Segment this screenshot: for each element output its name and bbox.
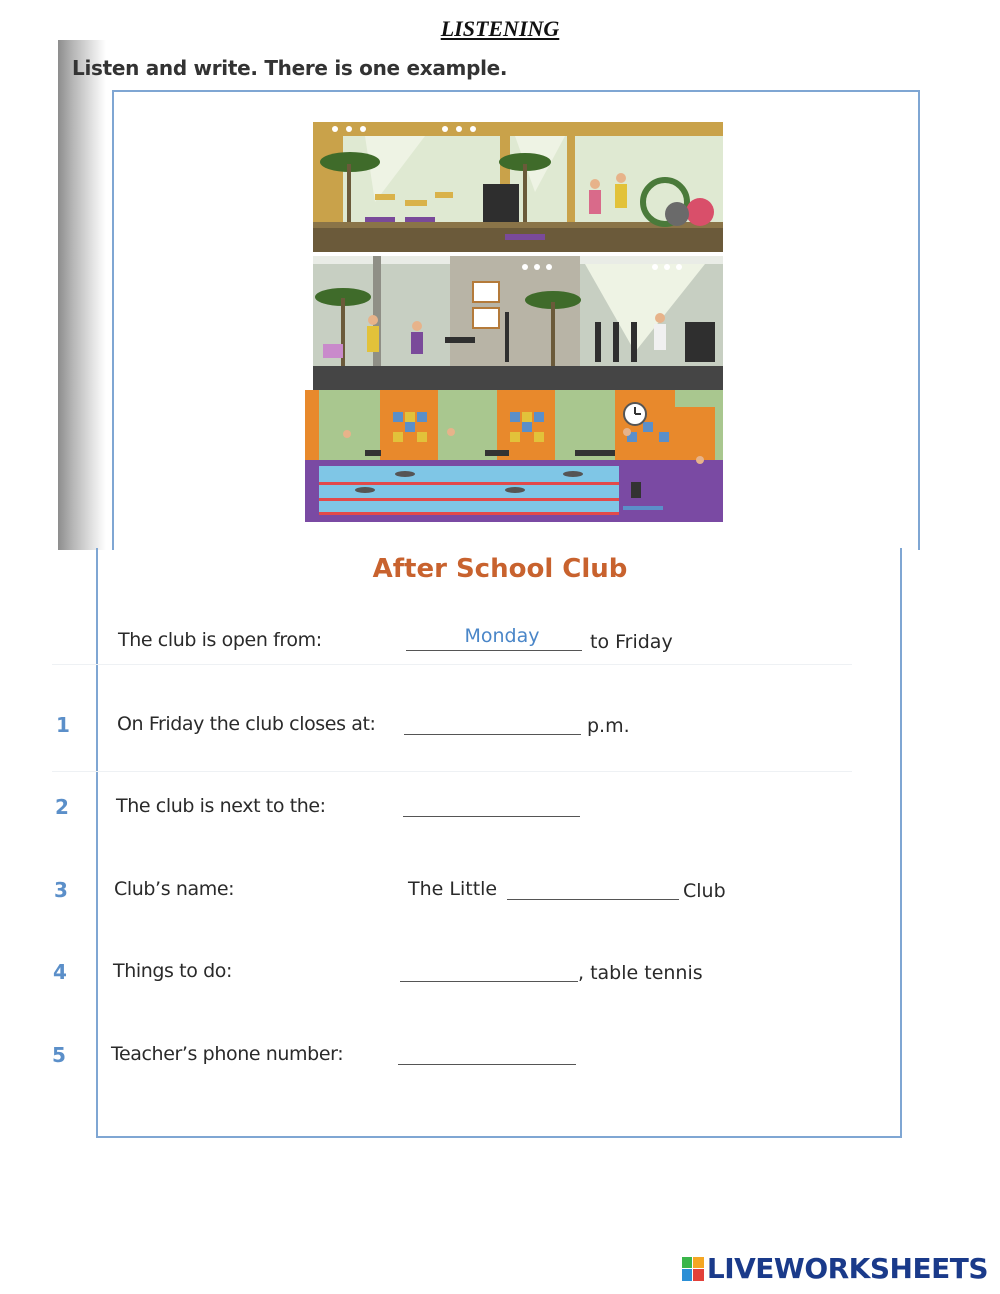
instruction-text: Listen and write. There is one example. xyxy=(72,56,508,80)
question-label: Things to do: xyxy=(113,960,232,982)
question-row-3 xyxy=(0,878,1000,918)
question-number: 1 xyxy=(56,713,70,737)
answer-field-4[interactable] xyxy=(400,981,578,982)
question-label: Teacher’s phone number: xyxy=(111,1043,344,1065)
answer-field-1[interactable] xyxy=(404,734,581,735)
question-after-text: Club xyxy=(683,880,726,902)
question-number: 5 xyxy=(52,1043,66,1067)
answer-field-5[interactable] xyxy=(398,1064,576,1065)
club-illustration xyxy=(305,122,723,522)
question-after-text: , table tennis xyxy=(578,962,703,984)
example-answer: Monday xyxy=(464,625,540,647)
worksheet-title: After School Club xyxy=(372,554,628,584)
liveworksheets-logo xyxy=(682,1252,988,1285)
example-answer-line xyxy=(406,650,582,651)
question-number: 2 xyxy=(55,795,69,819)
question-before-text: The Little xyxy=(408,878,498,900)
question-label: On Friday the club closes at: xyxy=(117,713,376,735)
example-label: The club is open from: xyxy=(118,629,322,651)
scan-shadow xyxy=(58,40,106,550)
question-number: 3 xyxy=(54,878,68,902)
example-row xyxy=(0,625,1000,669)
example-after-text: to Friday xyxy=(590,631,673,653)
question-row-5 xyxy=(0,1043,1000,1083)
question-label: Club’s name: xyxy=(114,878,235,900)
page-heading: LISTENING xyxy=(440,16,560,41)
question-row-4 xyxy=(0,960,1000,1000)
answer-field-2[interactable] xyxy=(403,816,580,817)
brand-name: LIVEWORKSHEETS xyxy=(706,1252,988,1285)
question-row-2 xyxy=(0,795,1000,835)
question-row-1 xyxy=(0,713,1000,753)
logo-badge-icon xyxy=(682,1257,704,1281)
answer-field-3[interactable] xyxy=(507,899,679,900)
question-number: 4 xyxy=(53,960,67,984)
question-after-text: p.m. xyxy=(587,715,630,737)
row-divider xyxy=(52,771,852,772)
row-divider xyxy=(52,664,852,665)
question-label: The club is next to the: xyxy=(116,795,326,817)
